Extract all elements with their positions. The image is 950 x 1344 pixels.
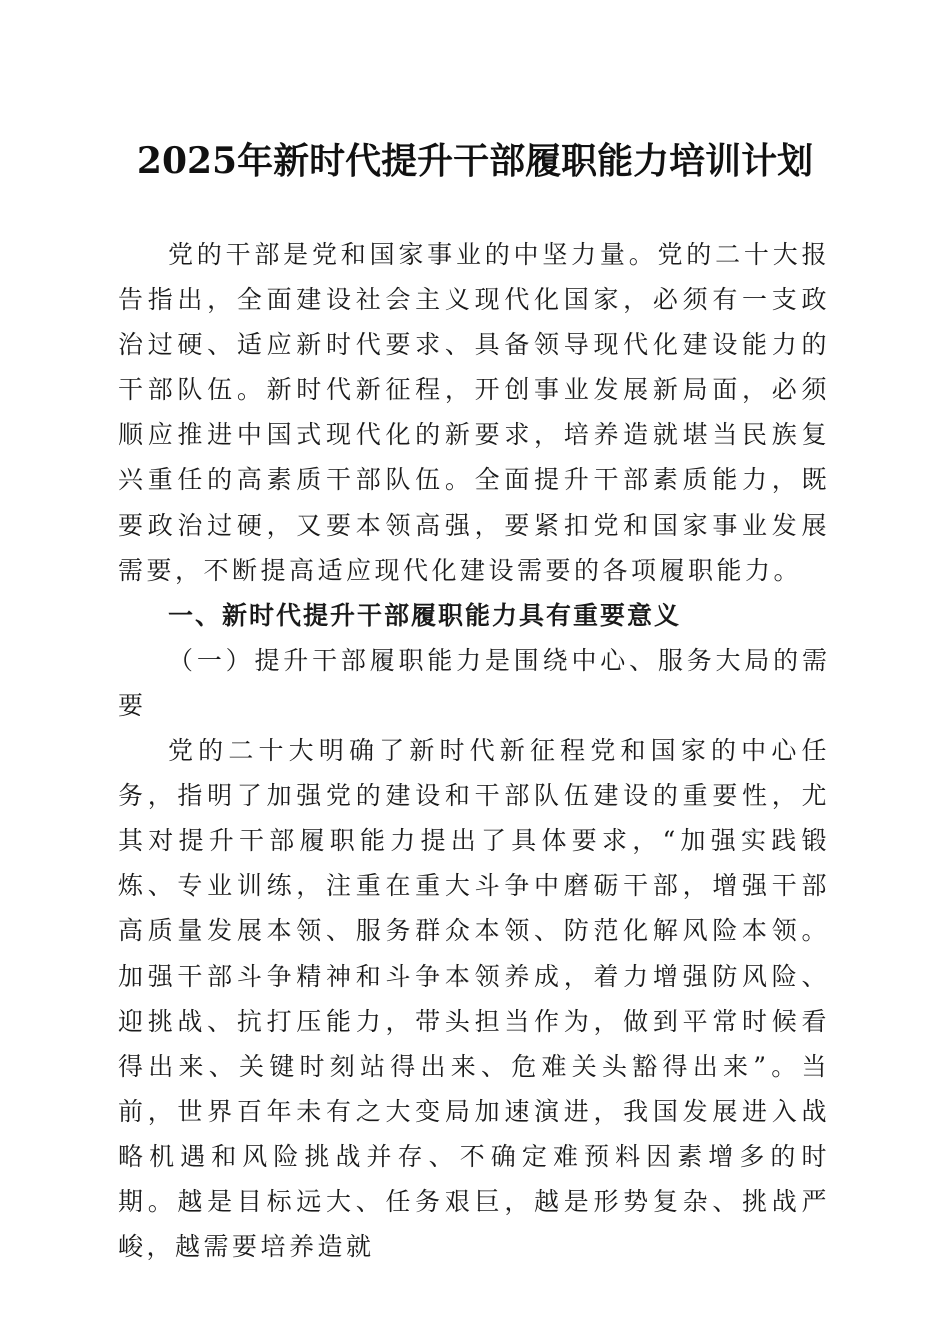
document-body — [118, 232, 830, 1269]
intro-paragraph: 党的干部是党和国家事业的中坚力量。党的二十大报告指出，全面建设社会主义现代化国家，必须有一支政治过硬、适应新时代要求、具备领导现代化建设能力的干部队伍。新时代新征程，开创事业发展新局面，必须顺应推进中国式现代化的新要求，培养造就堪当民族复兴重任的高素质干部队伍。全面提升干部素质能力，既要政治过硬，又要本领高强，要紧扣党和国家事业发展需要，不断提高适应现代化建设需要的各项履职能力。 — [118, 240, 830, 585]
subsection-heading: （一）提升干部履职能力是围绕中心、服务大局的需要 — [118, 645, 830, 720]
section-heading: 一、新时代提升干部履职能力具有重要意义 — [168, 600, 682, 630]
document-title: 2025年新时代提升干部履职能力培训计划 — [136, 140, 814, 182]
subsection-paragraph: 党的二十大明确了新时代新征程党和国家的中心任务，指明了加强党的建设和干部队伍建设的重要性，尤其对提升干部履职能力提出了具体要求，“加强实践锻炼、专业训练，注重在重大斗争中磨砺干部，增强干部高质量发展本领、服务群众本领、防范化解风险本领。加强干部斗争精神和斗争本领养成，着力增强防风险、迎挑战、抗打压能力，带头担当作为，做到平常时候看得出来、关键时刻站得出来、危难关头豁得出来”。当前，世界百年未有之大变局加速演进，我国发展进入战略机遇和风险挑战并存、不确定难预料因素增多的时期。越是目标远大、任务艰巨，越是形势复杂、挑战严峻，越需要培养造就 — [118, 736, 830, 1262]
